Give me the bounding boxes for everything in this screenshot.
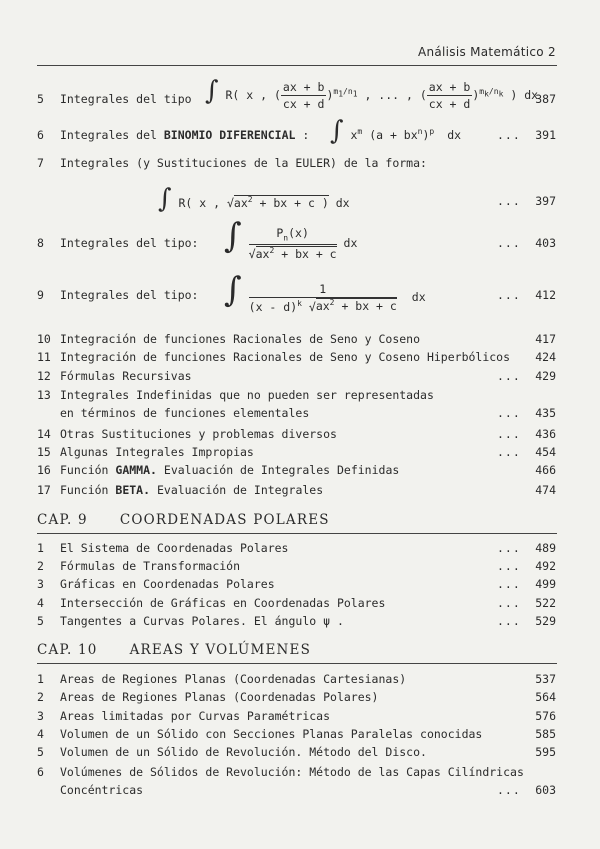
entry-page: 537 [535, 672, 556, 686]
entry-number: 17 [37, 483, 51, 497]
chapter-10-heading [37, 642, 311, 658]
entry-page: 391 [535, 128, 556, 142]
entry-page: 474 [535, 483, 556, 497]
entry-number: 15 [37, 445, 51, 459]
leader-dots: ... [497, 369, 521, 383]
entry-number: 5 [37, 614, 44, 628]
entry-page: 576 [535, 709, 556, 723]
formula-pn-sqrt: ∫ $\frac{P_n(x)}{√ax^2 + bx + c}$ dx [224, 216, 358, 261]
entry-number: 3 [37, 577, 44, 591]
running-header: Análisis Matemático 2 [417, 45, 556, 59]
entry-number: 16 [37, 463, 51, 477]
entry-label: Otras Sustituciones y problemas diversos [60, 427, 337, 441]
header-rule [37, 65, 557, 66]
entry-number: 10 [37, 332, 51, 346]
entry-label: Integrales del tipo [60, 92, 192, 106]
leader-dots: ... [497, 427, 521, 441]
integral-sign: ∫ [224, 216, 242, 256]
leader-dots: ... [497, 236, 521, 250]
entry-page: 417 [535, 332, 556, 346]
entry-number: 1 [37, 541, 44, 555]
leader-dots: ... [497, 406, 521, 420]
entry-number: 7 [37, 156, 44, 170]
chapter-number: CAP. 10 [37, 642, 98, 658]
leader-dots: ... [497, 541, 521, 555]
formula-euler: ∫ R( x , $√ax^2$ + bx + c ) dx [158, 184, 350, 214]
leader-dots: ... [497, 577, 521, 591]
entry-label: Integrales Indefinidas que no pueden ser representadas [60, 388, 434, 402]
leader-dots: ... [497, 128, 521, 142]
entry-label: Integración de funciones Racionales de Seno y Coseno [60, 332, 421, 346]
entry-label: Fórmulas de Transformación [60, 559, 241, 573]
entry-page: 424 [535, 350, 556, 364]
entry-number: 2 [37, 559, 44, 573]
leader-dots: ... [497, 559, 521, 573]
entry-label: Volumen de un Sólido con Secciones Planas Paralelas conocidas [60, 727, 483, 741]
formula-binomial: ∫ $x^m$ $(a + bx^n)^p$ dx [330, 116, 462, 146]
entry-label: Algunas Integrales Impropias [60, 445, 254, 459]
entry-label-continued: Concéntricas [60, 783, 144, 797]
entry-label: Areas de Regiones Planas (Coordenadas Polares) [60, 690, 379, 704]
chapter-title: AREAS Y VOLÚMENES [129, 642, 312, 658]
entry-page: 489 [535, 541, 556, 555]
entry-label: Fórmulas Recursivas [60, 369, 192, 383]
entry-number: 4 [37, 727, 44, 741]
entry-page: 454 [535, 445, 556, 459]
entry-label: Integrales del tipo: [60, 236, 199, 250]
leader-dots: ... [497, 783, 521, 797]
entry-label: Integrales (y Sustituciones de la EULER) de la forma: [60, 156, 427, 170]
entry-page: 429 [535, 369, 556, 383]
entry-page: 499 [535, 577, 556, 591]
chapter-10-rule [37, 663, 557, 664]
entry-label: El Sistema de Coordenadas Polares [60, 541, 289, 555]
entry-label: Areas de Regiones Planas (Coordenadas Cartesianas) [60, 672, 407, 686]
entry-label: Areas limitadas por Curvas Paramétricas [60, 709, 331, 723]
entry-label-continued: en términos de funciones elementales [60, 406, 310, 420]
entry-label: Volúmenes de Sólidos de Revolución: Método de las Capas Cilíndricas [60, 765, 524, 779]
entry-page: 435 [535, 406, 556, 420]
entry-page: 412 [535, 288, 556, 302]
entry-number: 5 [37, 745, 44, 759]
entry-page: 492 [535, 559, 556, 573]
formula-power-sqrt: ∫ $\frac{1}{(x - d)^k √ax^2 + bx + c}$ dx [224, 270, 426, 314]
entry-number: 1 [37, 672, 44, 686]
entry-number: 12 [37, 369, 51, 383]
entry-label: Intersección de Gráficas en Coordenadas Polares [60, 596, 386, 610]
leader-dots: ... [497, 288, 521, 302]
integral-sign: ∫ [205, 76, 219, 106]
entry-page: 466 [535, 463, 556, 477]
entry-page: 387 [535, 92, 556, 106]
entry-label: Función BETA. Evaluación de Integrales [60, 483, 324, 497]
entry-number: 11 [37, 350, 51, 364]
entry-number: 9 [37, 288, 44, 302]
leader-dots: ... [497, 596, 521, 610]
chapter-9-heading [37, 512, 330, 528]
entry-label: Tangentes a Curvas Polares. El ángulo ψ . [60, 614, 344, 628]
entry-number: 4 [37, 596, 44, 610]
entry-page: 436 [535, 427, 556, 441]
entry-page: 595 [535, 745, 556, 759]
formula-rational-powers: ∫ R( x , ( $\frac{ax + b}{cx + d}$ )$^{m_1/n_1}$ , ... , ( $\frac{ax + b}{cx + d}$ )$^{m_k/n_k}$ ) dx [205, 76, 539, 111]
entry-number: 5 [37, 92, 44, 106]
entry-page: 522 [535, 596, 556, 610]
entry-page: 603 [535, 783, 556, 797]
sqrt-sign: √ [226, 196, 234, 210]
integral-sign: ∫ [330, 116, 344, 146]
entry-page: 585 [535, 727, 556, 741]
entry-label: Integrales del BINOMIO DIFERENCIAL : [60, 128, 310, 142]
entry-page: 403 [535, 236, 556, 250]
integral-sign: ∫ [158, 184, 172, 214]
entry-page: 397 [535, 194, 556, 208]
entry-page: 564 [535, 690, 556, 704]
entry-label: Integración de funciones Racionales de Seno y Coseno Hiperbólicos [60, 350, 511, 364]
chapter-number: CAP. 9 [37, 512, 88, 528]
entry-number: 3 [37, 709, 44, 723]
entry-number: 8 [37, 236, 44, 250]
entry-page: 529 [535, 614, 556, 628]
entry-label: Gráficas en Coordenadas Polares [60, 577, 275, 591]
entry-label: Integrales del tipo: [60, 288, 199, 302]
entry-number: 6 [37, 765, 44, 779]
integral-sign: ∫ [224, 270, 242, 310]
entry-number: 6 [37, 128, 44, 142]
leader-dots: ... [497, 194, 521, 208]
chapter-title: COORDENADAS POLARES [119, 512, 330, 528]
entry-number: 13 [37, 388, 51, 402]
entry-number: 14 [37, 427, 51, 441]
leader-dots: ... [497, 445, 521, 459]
entry-label: Función GAMMA. Evaluación de Integrales Definidas [60, 463, 400, 477]
entry-label: Volumen de un Sólido de Revolución. Método del Disco. [60, 745, 427, 759]
chapter-9-rule [37, 533, 557, 534]
entry-number: 2 [37, 690, 44, 704]
leader-dots: ... [497, 614, 521, 628]
